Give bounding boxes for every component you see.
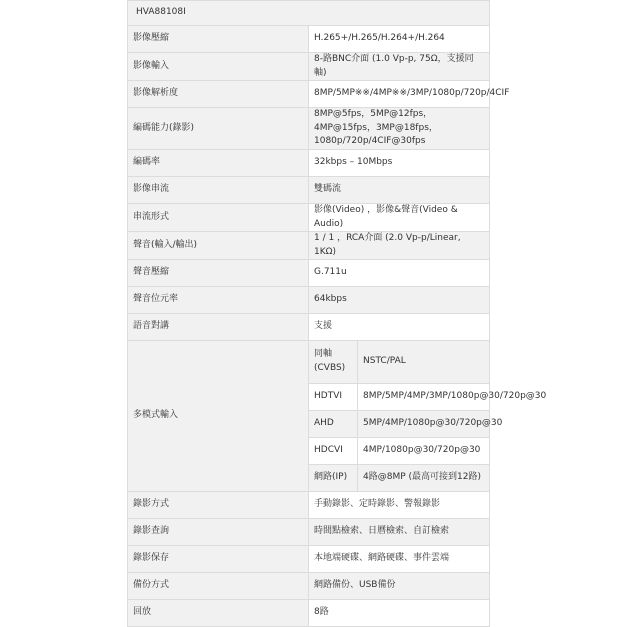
- spec-row: [128, 600, 490, 627]
- spec-row: [128, 26, 490, 53]
- spec-value: 雙碼流: [309, 177, 490, 204]
- spec-value: 手動錄影、定時錄影、警報錄影: [309, 492, 490, 519]
- spec-label: 錄影查詢: [128, 519, 309, 546]
- spec-value: G.711u: [309, 260, 490, 287]
- multimode-item: [309, 383, 489, 410]
- multimode-item: [309, 437, 489, 464]
- spec-label: 備份方式: [128, 573, 309, 600]
- spec-label: 聲音位元率: [128, 287, 309, 314]
- spec-label: 錄影方式: [128, 492, 309, 519]
- spec-label: 聲音壓縮: [128, 260, 309, 287]
- spec-label: 影像解析度: [128, 81, 309, 108]
- spec-label: 影像串流: [128, 177, 309, 204]
- multimode-cell: [309, 341, 547, 492]
- multimode-item-label: AHD: [309, 410, 358, 437]
- spec-row: [128, 108, 490, 150]
- spec-value: 影像(Video) ，影像&聲音(Video & Audio): [309, 204, 490, 232]
- spec-value: 8MP/5MP※※/4MP※※/3MP/1080p/720p/4CIF: [309, 81, 490, 108]
- spec-value: 8MP@5fps，5MP@12fps，4MP@15fps，3MP@18fps，1080p/720p/4CIF@30fps: [309, 108, 490, 150]
- spec-value: 8路: [309, 600, 490, 627]
- multimode-item: [309, 464, 489, 491]
- spec-row: [128, 287, 490, 314]
- multimode-label: 多模式輸入: [128, 341, 309, 492]
- spec-value: H.265+/H.265/H.264+/H.264: [309, 26, 490, 53]
- spec-label: 語音對講: [128, 314, 309, 341]
- multimode-item: [309, 410, 489, 437]
- spec-value: 時間點檢索、日曆檢索、自訂檢索: [309, 519, 490, 546]
- multimode-item-value: 5MP/4MP/1080p@30/720p@30: [358, 410, 490, 437]
- spec-value: 支援: [309, 314, 490, 341]
- spec-label: 編碼能力(錄影): [128, 108, 309, 150]
- spec-value: 1 / 1 ，RCA介面 (2.0 Vp-p/Linear, 1KΩ): [309, 232, 490, 260]
- multimode-item-label: 網路(IP): [309, 464, 358, 491]
- multimode-row: [128, 341, 490, 492]
- multimode-item-label: HDCVI: [309, 437, 358, 464]
- model-title: HVA88108I: [128, 1, 490, 26]
- spec-row: [128, 204, 490, 232]
- spec-label: 串流形式: [128, 204, 309, 232]
- spec-row: [128, 53, 490, 81]
- multimode-item-value: 4MP/1080p@30/720p@30: [358, 437, 490, 464]
- title-row: [128, 1, 490, 26]
- spec-value: 8-路BNC介面 (1.0 Vp-p, 75Ω，支援同軸): [309, 53, 490, 81]
- spec-row: [128, 573, 490, 600]
- spec-row: [128, 81, 490, 108]
- spec-row: [128, 546, 490, 573]
- spec-row: [128, 492, 490, 519]
- spec-label: 聲音(輸入/輸出): [128, 232, 309, 260]
- spec-label: 回放: [128, 600, 309, 627]
- multimode-table: [309, 341, 547, 491]
- spec-value: 網路備份、USB備份: [309, 573, 490, 600]
- spec-table: [127, 0, 547, 627]
- spec-value: 64kbps: [309, 287, 490, 314]
- spec-value: 本地端硬碟、網路硬碟、事件雲端: [309, 546, 490, 573]
- multimode-item-value: NSTC/PAL: [358, 341, 490, 383]
- spec-label: 影像壓縮: [128, 26, 309, 53]
- spec-label: 編碼率: [128, 150, 309, 177]
- multimode-item-value: 8MP/5MP/4MP/3MP/1080p@30/720p@30: [358, 383, 490, 410]
- spec-row: [128, 314, 490, 341]
- spec-row: [128, 232, 490, 260]
- multimode-item-label: 同軸(CVBS): [309, 341, 358, 383]
- spec-value: 32kbps – 10Mbps: [309, 150, 490, 177]
- spec-row: [128, 260, 490, 287]
- spec-label: 影像輸入: [128, 53, 309, 81]
- multimode-item: [309, 341, 489, 383]
- spec-label: 錄影保存: [128, 546, 309, 573]
- spec-row: [128, 519, 490, 546]
- multimode-item-value: 4路@8MP (最高可接到12路): [358, 464, 490, 491]
- spec-row: [128, 177, 490, 204]
- multimode-item-label: HDTVI: [309, 383, 358, 410]
- spec-row: [128, 150, 490, 177]
